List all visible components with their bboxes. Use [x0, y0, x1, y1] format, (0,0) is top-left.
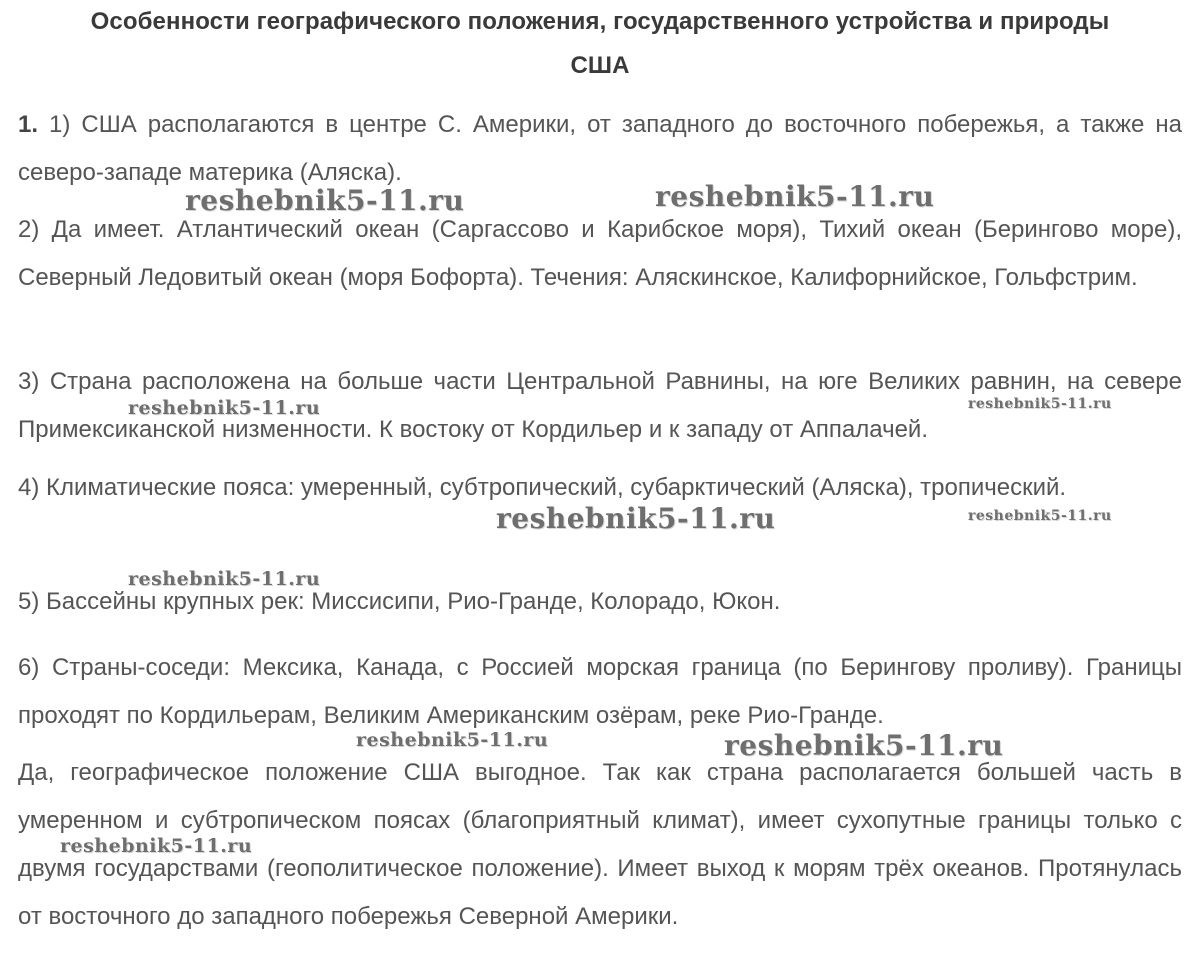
watermark: reshebnik5-11.ru [968, 396, 1112, 412]
watermark: reshebnik5-11.ru [60, 835, 253, 857]
watermark: reshebnik5-11.ru [356, 729, 549, 751]
watermark: reshebnik5-11.ru [496, 502, 776, 535]
paragraph-text: 1) США располагаются в центре С. Америки, от западного до восточного побережья, а также на северо-западе материка (Аляска). [18, 111, 1182, 186]
watermark: reshebnik5-11.ru [185, 184, 465, 217]
paragraph-1 [18, 101, 1182, 197]
paragraph-5: 5) Бассейны крупных рек: Миссисипи, Рио-Гранде, Колорадо, Юкон. [18, 588, 781, 615]
title-line-2: США [570, 52, 630, 79]
title-line-1: Особенности географического положения, государственного устройства и природы [90, 8, 1110, 35]
watermark: reshebnik5-11.ru [128, 568, 321, 590]
paragraph-4: 4) Климатические пояса: умеренный, субтропический, субарктический (Аляска), тропический. [18, 474, 1067, 501]
question-number: 1. [18, 111, 39, 138]
watermark: reshebnik5-11.ru [655, 180, 935, 213]
watermark: reshebnik5-11.ru [128, 397, 321, 419]
paragraph-conclusion: Да, географическое положение США выгодное. Так как страна располагается большей часть в умеренном и субтропическом поясах (благоприятный климат), имеет сухопутные границы только с двумя государствами (геополитическое положение). Имеет выход к морям трёх океанов. Протянулась от восточного до западного побережья Северной Америки. [18, 759, 1182, 930]
paragraph-2: 2) Да имеет. Атлантический океан (Саргассово и Карибское моря), Тихий океан (Берингово море), Северный Ледовитый океан (моря Бофорта). Течения: Аляскинское, Калифорнийское, Гольфстрим. [18, 216, 1182, 291]
watermark: reshebnik5-11.ru [724, 729, 1004, 762]
paragraph-6: 6) Страны-соседи: Мексика, Канада, с Россией морская граница (по Берингову проливу). Границы проходят по Кордильерам, Великим Американским озёрам, реке Рио-Гранде. [18, 654, 1182, 729]
paragraph-3: 3) Страна расположена на больше части Центральной Равнины, на юге Великих равнин, на севере Примексиканской низменности. К востоку от Кордильер и к западу от Аппалачей. [18, 368, 1182, 443]
watermark: reshebnik5-11.ru [968, 508, 1112, 524]
